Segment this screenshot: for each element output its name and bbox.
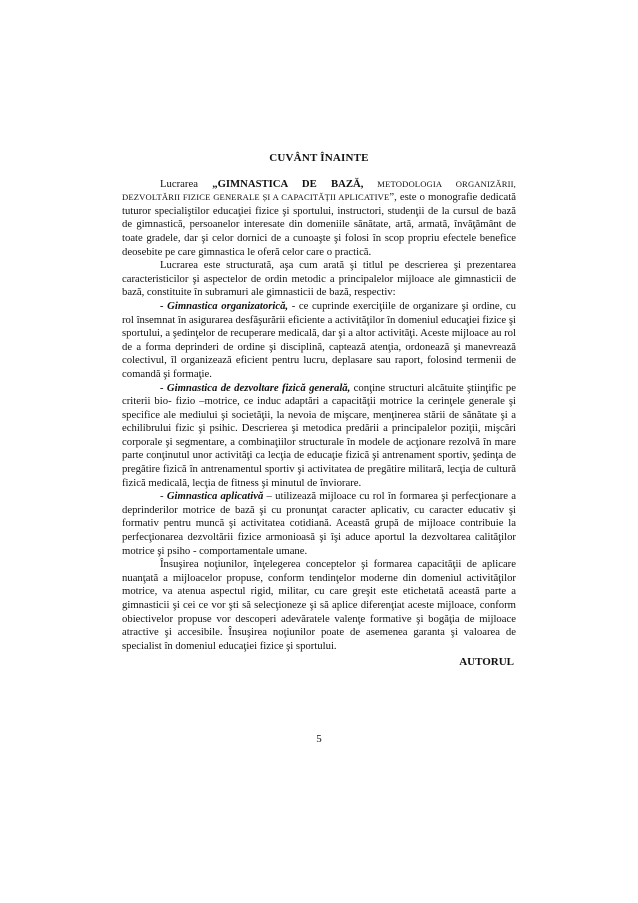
page-title: CUVÂNT ÎNAINTE [269, 152, 369, 164]
paragraph-structure: Lucrarea este structurată, aşa cum arată şi titlul pe descrierea şi prezentarea caracteristicilor şi aspectelor de ordin metodic a principalelor mijloace ale gimnasticii de bază, constituite în subramuri ale gimnasticii de bază, respectiv: [122, 259, 516, 299]
work-subtitle: METODOLOGIA ORGANIZĂRII, DEZVOLTĂRII FIZICE GENERALE ȘI A CAPACITĂȚII APLICATIVE [122, 178, 516, 203]
section-text-applied: – utilizează mijloace cu rol în formarea şi perfecţionare a deprinderilor motrice de bază şi cu pronunţat caracter aplicativ, cu caracter educativ şi formativ pentru muncă şi activitatea cotidiană. Această grupă de mijloace contribuie la perfecţionarea dezvoltării fizice armonioasă şi îşi aduce aportul la dezvoltarea calităţilor motrice şi psiho - comportamentale umane. [122, 490, 517, 557]
author-signature: AUTORUL [459, 656, 514, 669]
section-text-general-development: conţine structuri alcătuite ştiinţific pe criterii bio- fizio –motrice, ce induc adaptări a capacităţii motrice la cerinţele generale şi specifice ale mediului şi societăţii, la nevoia de mişcare, menţinerea stării de sănătate şi a echilibrului fizic şi psihic. Descrierea şi metodica predării a principalelor poziţii, mişcări corporale şi segmentare, a combinaţiilor structurale în modele de acţionare rezolvă în mare parte conţinutul unor activităţi ca lecţia de educaţie fizică şi antrenament sportiv, şedinţa de pregătire fizică în antrenamentul sportiv şi activitatea de pregătire militară, lecţia de cultură fizică medicală, lecţia de fitness şi minutul de înviorare. [122, 381, 516, 489]
section-label-general-development: - Gimnastica de dezvoltare fizică generală, [160, 381, 351, 394]
section-label-applied: Gimnastica aplicativă [166, 490, 264, 503]
page-content [122, 152, 516, 670]
intro-lead: Lucrarea [160, 177, 213, 190]
paragraph-general-development [122, 382, 516, 491]
intro-rest: ”, este o monografie dedicată tuturor specialiştilor educaţiei fizice şi sportului, instructori, studenţii de la cursul de bază de gimnastică, persoanelor interesate din domeniile sănătate, artă, armată, învăţământ de toate gradele, dar şi celor dornici de a cunoaşte şi folosi în scop propriu efectele benefice deosebite pe care gimnastica le oferă celor care o practică. [122, 191, 516, 258]
page-number: 5 [316, 733, 322, 745]
work-title: „GIMNASTICA DE BAZĂ, [212, 177, 364, 190]
paragraph-organizational [122, 300, 516, 382]
paragraph-applied [122, 490, 516, 558]
section-dash-applied: - [160, 490, 167, 503]
section-text-organizational: - ce cuprinde exerciţiile de organizare şi ordine, cu rol însemnat în asigurarea desfăşurării eficiente a activităţilor în domeniul educaţiei fizice şi sportului, a şedinţelor de recuperare medicală, dar şi a altor activităţi. Aceste mijloace au rol de a forma deprinderi de ordine şi disciplină, captează atenţia, ordonează şi manevrează colectivul, îl organizează eficient pentru lucru, deplasare sau raport, folosind termenii de comandă şi formaţie. [122, 299, 517, 380]
paragraph-intro [122, 178, 516, 260]
section-label-organizational: - Gimnastica organizatorică, [160, 299, 289, 312]
paragraph-conclusion: Însuşirea noţiunilor, înţelegerea conceptelor şi formarea capacităţii de aplicare nuanţată a mijloacelor propuse, conform tendinţelor moderne din domeniul activităţilor motrice, va atenua aspectul rigid, militar, cu care greşit este etichetată această parte a gimnasticii şi cei ce vor şti să selecţioneze şi să aplice diferenţiat aceste mijloace, conform obiectivelor propuse vor descoperi adevăratele valenţe formative şi bogăţia de mijloace atractive şi accesibile. Însuşirea noţiunilor poate de asemenea garanta şi valoarea de specialist în domeniul educaţiei fizice şi sportului. [122, 558, 516, 652]
